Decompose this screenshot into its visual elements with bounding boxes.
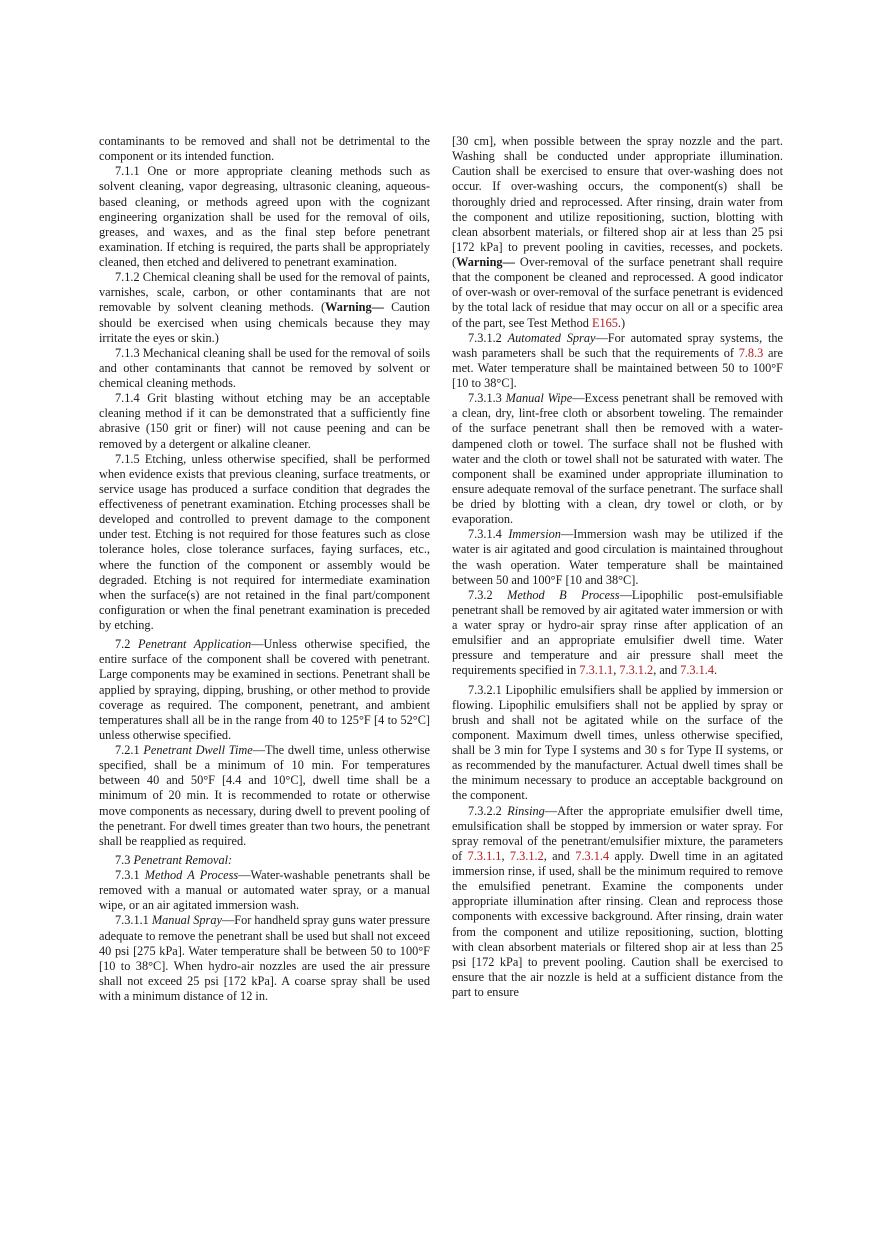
paragraph-7-3-1 <box>99 868 430 913</box>
text: . <box>714 663 718 678</box>
text: Caution should be exercised when using chemicals because they may irritate the eyes or skin.) <box>99 300 431 345</box>
paragraph-continuation: contaminants to be removed and shall not be detrimental to the component or its intended function. <box>99 134 430 164</box>
paragraph-7-3-1-4 <box>452 527 783 588</box>
paragraph-7-3-1-2 <box>452 331 783 392</box>
reference-link-7-3-1-4[interactable]: 7.3.1.4 <box>575 848 610 863</box>
text: —Excess penetrant shall be removed with a clean, dry, lint-free cloth or absorbent toweling. The remainder of the surface penetrant shall then be removed with a water-dampened cloth or towel. The surface shall not be flushed with water and the cloth or towel shall not be saturated with water. The component shall be examined under appropriate illumination to ensure adequate removal of the surface penetrant. The surface shall be dried by blotting with a clean, dry towel or cloth, or by evaporation. <box>452 391 783 527</box>
reference-link-7-3-1-2[interactable]: 7.3.1.2 <box>509 848 544 863</box>
reference-link-e165[interactable]: E165 <box>591 315 618 330</box>
text: apply. Dwell time in an agitated immersion rinse, if used, shall be the minimum required to remove the emulsified penetrant. Examine the components under appropriate illumination after rinsing. Clean and reprocess those components with excessive background. After rinsing, drain water from the component and utilize repositioning, suction, blotting with clean absorbent materials or filtered shop air at less than 25 psi [172 kPa] to prevent pooling. Caution shall be exercised to ensure that the air nozzle is held at a sufficient distance from the part to ensure <box>452 848 783 999</box>
paragraph-7-1-1: 7.1.1 One or more appropriate cleaning methods such as solvent cleaning, vapor degreasing, ultrasonic cleaning, aqueous-based cleaning, or methods agreed upon with the cognizant engineering organization shall be used for the removal of oils, greases, and waxes, and as the final step before penetrant examination. If etching is required, the parts shall be appropriately cleaned, then etched and delivered to penetrant examination. <box>99 164 430 269</box>
section-number: 7.2.1 <box>115 743 144 757</box>
text: —Lipophilic post-emulsifiable penetrant shall be removed by air agitated water immersion or with a water spray or hydro-air spray rinse after application of an emulsifier and an appropriate emulsifier dwell time. Water pressure and temperature and air pressure shall meet the requirements specified in <box>452 587 783 678</box>
section-number: 7.2 <box>115 637 138 652</box>
section-title: Penetrant Dwell Time <box>143 743 253 757</box>
section-title: Penetrant Application <box>137 637 252 652</box>
text: [30 cm], when possible between the spray nozzle and the part. Washing shall be conducted under appropriate illumination. Caution shall be exercised to ensure that over-washing does not occur. If over-washing occurs, the component(s) shall be thoroughly dried and reprocessed. After rinsing, drain water from the component and utilize repositioning, suction, blotting with clean absorbent materials, or filtered shop air at less than 25 psi [172 kPa] to prevent pooling in cavities, recesses, and pockets. ( <box>452 134 783 269</box>
paragraph-7-3-1-1 <box>99 913 430 1004</box>
paragraph-7-3-2-1: 7.3.2.1 Lipophilic emulsifiers shall be applied by immersion or flowing. Lipophilic emulsifiers shall not be applied by spray or brush and shall not be agitated while on the surface of the component. Maximum dwell times, unless otherwise specified, shall be 3 min for Type I systems and 30 s for Type II systems, or as recommended by the manufacturer. Actual dwell times shall be the minimum necessary to produce an acceptable background on the component. <box>452 682 783 803</box>
text: —Water-washable penetrants shall be removed with a manual or automated water spray, or a manual wipe, or an air agitated immersion wash. <box>99 868 430 913</box>
text: —Unless otherwise specified, the entire surface of the component shall be covered with penetrant. Large components may be examined in sections. Penetrant shall be applied by spraying, dipping, brushing, or other method to provide coverage as required. The component, penetrant, and ambient temperatures shall all be in the range from 40 to 125°F [4 to 52°C] unless otherwise specified. <box>99 637 430 742</box>
section-number: 7.3.2 <box>468 587 508 602</box>
section-number: 7.3 <box>115 852 134 867</box>
text: —The dwell time, unless otherwise specified, shall be a minimum of 10 min. For temperatures between 40 and 50°F [4.4 and 10°C], dwell time shall be a minimum of 20 min. It is recommended to rotate or otherwise move components as necessary, during dwell to prevent pooling of the penetrant. For dwell times greater than two hours, the penetrant shall be reapplied as required. <box>99 743 430 848</box>
warning-label: Warning— <box>456 255 515 269</box>
text: 7.1.2 Chemical cleaning shall be used for the removal of paints, varnishes, scale, carbon, or other contaminants that are not removable by solvent cleaning methods. ( <box>99 270 430 315</box>
text: —After the appropriate emulsifier dwell time, emulsification shall be stopped by immersion or water spray. For spray removal of the penetrant/emulsifier mixture, the parameters of <box>452 803 784 863</box>
text: , and <box>543 848 576 863</box>
reference-link-7-3-1-2[interactable]: 7.3.1.2 <box>619 663 654 678</box>
paragraph-7-3-2 <box>452 588 783 679</box>
section-title: Method A Process <box>144 868 239 882</box>
reference-link-7-3-1-1[interactable]: 7.3.1.1 <box>467 848 502 863</box>
section-title: Rinsing <box>507 803 545 818</box>
paragraph-7-2-1 <box>99 743 430 849</box>
section-title: Automated Spray <box>507 330 596 345</box>
section-number: 7.3.2.2 <box>468 803 508 818</box>
section-title: Method B Process <box>507 587 620 602</box>
section-title: Penetrant Removal: <box>133 852 233 867</box>
left-column <box>99 134 430 1004</box>
section-title: Manual Spray <box>151 913 222 928</box>
text: —For automated spray systems, the wash parameters shall be such that the requirements of <box>452 330 783 360</box>
reference-link-7-8-3[interactable]: 7.8.3 <box>738 345 764 360</box>
paragraph-7-1-5: 7.1.5 Etching, unless otherwise specified, shall be performed when evidence exists that previous cleaning, surface treatments, or service usage has produced a surface condition that degrades the effectiveness of penetrant examination. Etching processes shall be developed and controlled to prevent damage to the component under test. Etching is not required for those features such as close tolerance holes, close tolerance surfaces, faying surfaces, etc., where the function of the component or assembly would be degraded. Etching is not required for intermediate examination when the surface(s) are not retained in the final part/component configuration or when the final penetrant examination is preceded by etching. <box>99 451 430 632</box>
right-column <box>452 134 783 1000</box>
paragraph-continuation <box>452 134 783 331</box>
text: are met. Water temperature shall be maintained between 50 to 100°F [10 to 38°C]. <box>452 345 783 390</box>
text: , and <box>653 663 681 678</box>
text: —For handheld spray guns water pressure adequate to remove the penetrant shall be used but shall not exceed 40 psi [275 kPa]. Water temperature shall be between 50 to 100°F [10 to 38°C]. When hydro-air nozzles are used the air pressure shall not exceed 25 psi [172 kPa]. A coarse spray shall be used with a minimum distance of 12 in. <box>99 913 430 1003</box>
paragraph-7-1-4: 7.1.4 Grit blasting without etching may be an acceptable cleaning method if it can be demonstrated that a sufficiently fine abrasive (150 grit or finer) will not cause peening and can be removed by a detergent or alkaline cleaner. <box>99 391 430 451</box>
paragraph-7-1-2 <box>99 270 430 346</box>
paragraph-7-2 <box>99 637 430 743</box>
section-title: Immersion <box>508 527 561 542</box>
paragraph-7-3-2-2 <box>452 804 783 1001</box>
section-number: 7.3.1.3 <box>468 391 506 406</box>
text: , <box>501 848 510 863</box>
section-title: Manual Wipe <box>505 391 573 406</box>
text: —Immersion wash may be utilized if the water is air agitated and good circulation is maintained throughout the wash operation. Water temperature shall be maintained between 50 and 100°F [10 and 38°C]. <box>452 527 784 587</box>
paragraph-7-3 <box>99 853 430 868</box>
reference-link-7-3-1-4[interactable]: 7.3.1.4 <box>680 663 714 678</box>
paragraph-7-3-1-3 <box>452 391 783 527</box>
section-number: 7.3.1.4 <box>468 527 509 542</box>
text: , <box>613 663 620 678</box>
section-number: 7.3.1.1 <box>115 913 152 928</box>
paragraph-7-1-3: 7.1.3 Mechanical cleaning shall be used for the removal of soils and other contaminants that cannot be removed by solvent or chemical cleaning methods. <box>99 345 430 390</box>
text: .) <box>617 315 626 330</box>
warning-label: Warning— <box>325 300 384 315</box>
section-number: 7.3.1.2 <box>468 330 508 345</box>
text: Over-removal of the surface penetrant shall require that the component be cleaned and reprocessed. A good indicator of over-wash or over-removal of the surface penetrant is evidenced by the total lack of residue that may occur on all or a specific area of the part, see Test Method <box>452 255 783 330</box>
section-number: 7.3.1 <box>115 868 145 882</box>
reference-link-7-3-1-1[interactable]: 7.3.1.1 <box>579 663 614 678</box>
